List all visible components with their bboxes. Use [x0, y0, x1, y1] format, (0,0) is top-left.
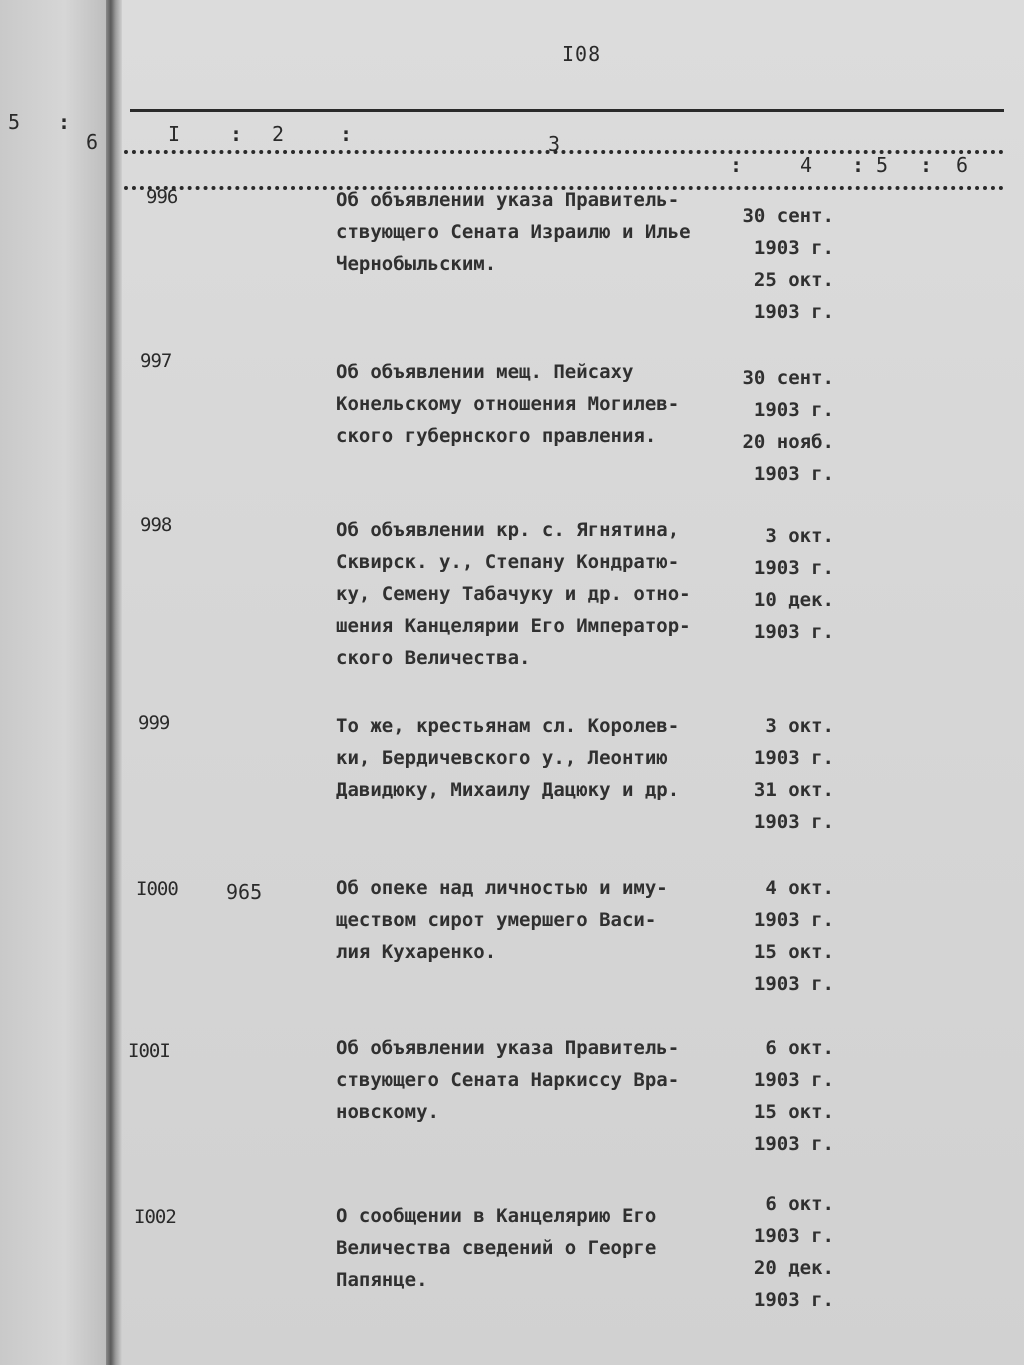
entry-description: Об объявлении мещ. Пейсаху Конельскому отношения Могилев- ского губернского правления. — [336, 361, 680, 447]
entry-dates: 6 окт. 1903 г. 20 дек. 1903 г. — [753, 1193, 834, 1311]
entry-number: I002 — [134, 1206, 176, 1228]
column-separator: : — [230, 122, 243, 146]
left-col6-header: 6 — [86, 130, 99, 154]
column-3-header: 3 — [548, 132, 561, 156]
entry-dates: 30 сент. 1903 г. 25 окт. 1903 г. — [742, 205, 834, 323]
page-number: I08 — [562, 42, 602, 66]
column-6-header: 6 — [956, 153, 969, 177]
entry-number: 999 — [138, 712, 170, 734]
entry-description: То же, крестьянам сл. Королев- ки, Бердичевского у., Леонтию Давидюку, Михаилу Дацюку и др. — [336, 715, 680, 801]
entry-number: I00I — [128, 1040, 170, 1062]
entry-dates: 30 сент. 1903 г. 20 нояб. 1903 г. — [742, 367, 834, 485]
header-middle-rule — [124, 150, 1004, 154]
header-top-rule — [130, 109, 1004, 112]
entry-dates: 3 окт. 1903 г. 10 дек. 1903 г. — [753, 525, 834, 643]
column-separator: : — [920, 153, 933, 177]
entry-description: Об объявлении указа Правитель- ствующего Сената Наркиссу Вра- новскому. — [336, 1037, 680, 1123]
entry-dates: 3 окт. 1903 г. 31 окт. 1903 г. — [753, 715, 834, 833]
column-separator: : — [852, 153, 865, 177]
entry-description: Об объявлении указа Правитель- ствующего Сената Израилю и Илье Чернобыльским. — [336, 189, 691, 275]
entry-number: 997 — [140, 350, 172, 372]
entry-dates: 4 окт. 1903 г. 15 окт. 1903 г. — [753, 877, 834, 995]
entry-number: 998 — [140, 514, 172, 536]
entry-dates: 6 окт. 1903 г. 15 окт. 1903 г. — [753, 1037, 834, 1155]
entry-second-number: 965 — [226, 880, 263, 904]
entry-description: Об опеке над личностью и иму- ществом сирот умершего Васи- лия Кухаренко. — [336, 877, 668, 963]
left-col5-header: 5 — [8, 110, 21, 134]
column-1-header: I — [168, 122, 181, 146]
column-5-header: 5 — [876, 153, 889, 177]
column-separator: : — [340, 122, 353, 146]
book-spine — [106, 0, 122, 1365]
left-page-edge — [0, 0, 108, 1365]
entry-description: О сообщении в Канцелярию Его Величества сведений о Георге Папянце. — [336, 1205, 657, 1291]
column-2-header: 2 — [272, 122, 285, 146]
column-separator: : — [730, 153, 743, 177]
left-col-separator: : — [58, 110, 71, 134]
entry-number: 996 — [146, 186, 178, 208]
entry-description: Об объявлении кр. с. Ягнятина, Сквирск. у., Степану Кондратю- ку, Семену Табачуку и др. отно- шения Канцелярии Его Император- ского Величества. — [336, 519, 691, 669]
column-4-header: 4 — [800, 153, 813, 177]
entry-number: I000 — [136, 878, 178, 900]
